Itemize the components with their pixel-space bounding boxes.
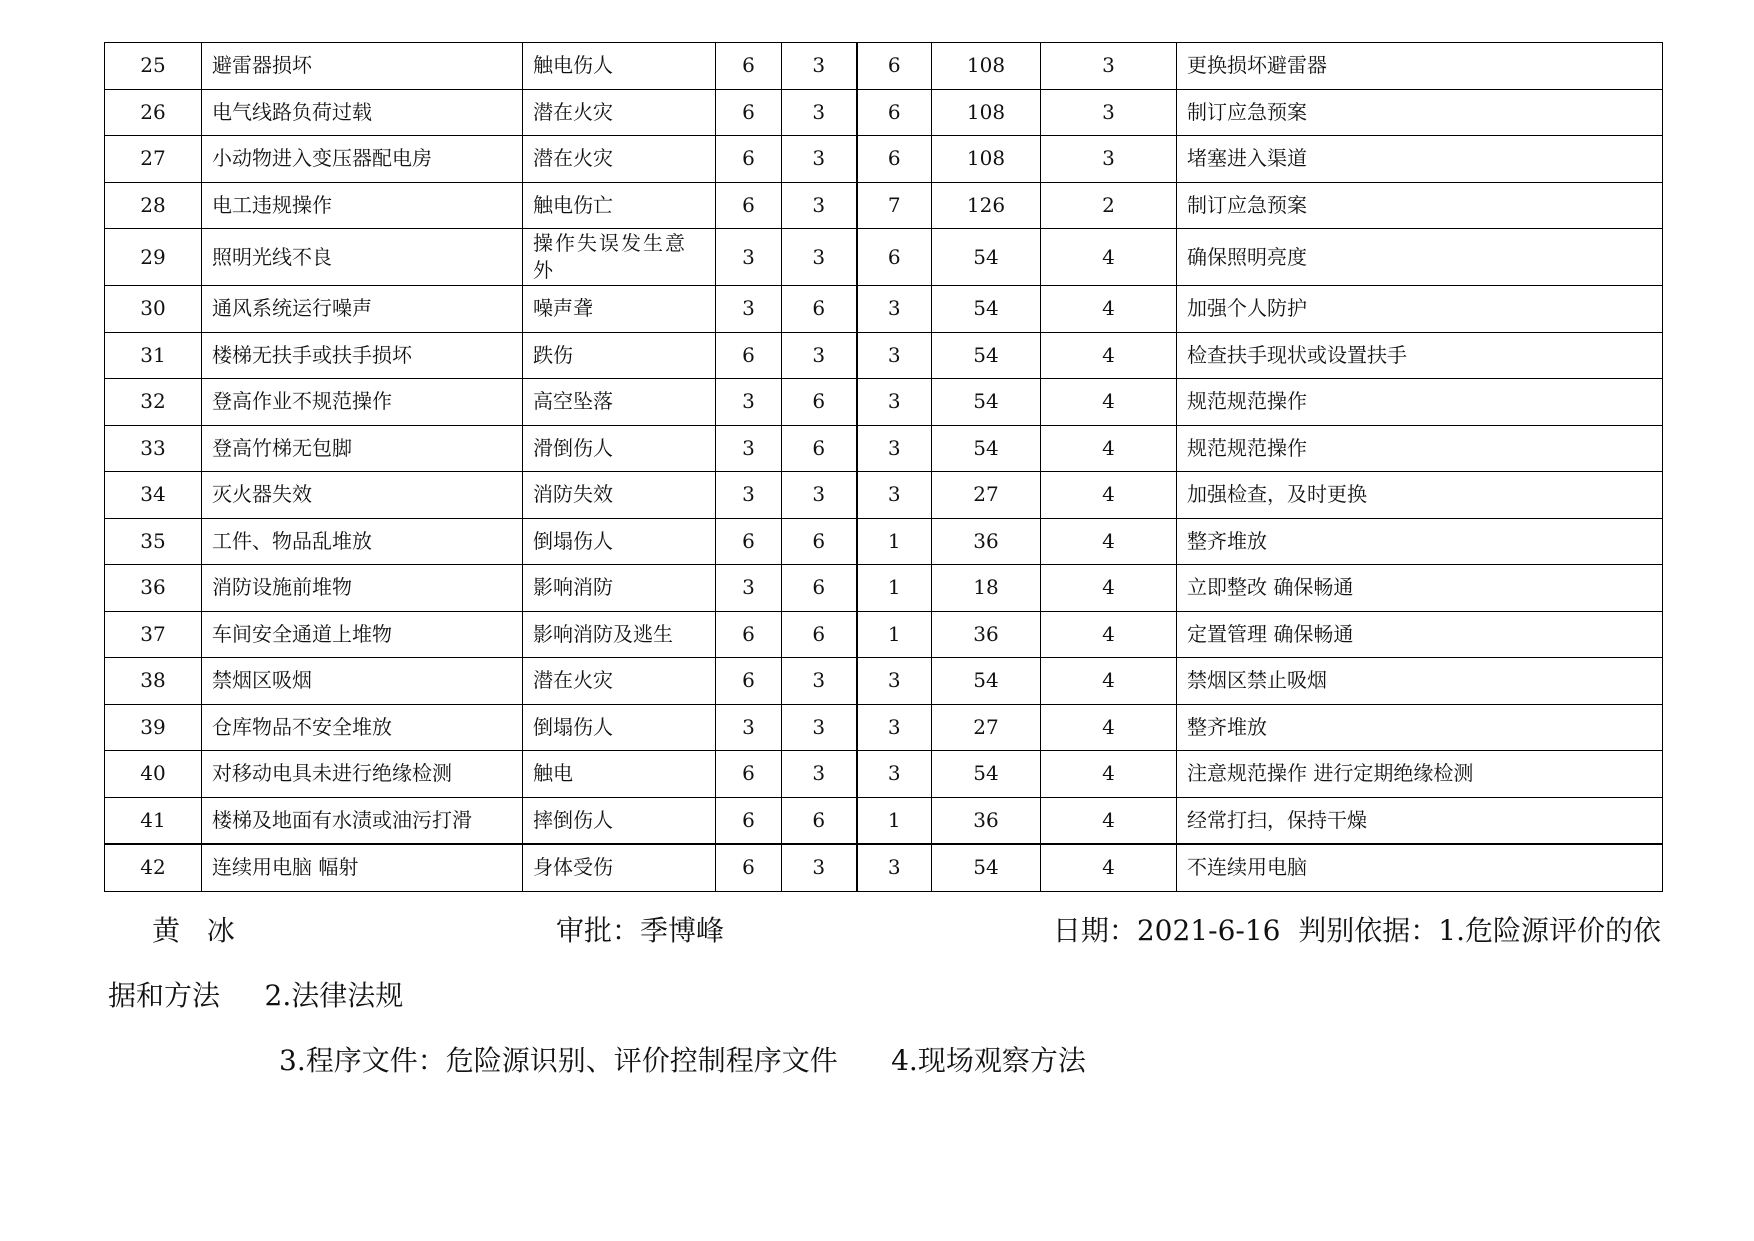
cell-hazard: 登高竹梯无包脚 [202,425,523,472]
cell-risk-grade: 4 [1041,844,1177,891]
basis-line-3: 3.程序文件：危险源识别、评价控制程序文件 4.现场观察方法 [279,1044,1086,1077]
cell-e-value: 6 [782,518,857,565]
cell-control-measure: 堵塞进入渠道 [1177,136,1663,183]
cell-d-value: 36 [932,797,1041,844]
cell-hazard: 禁烟区吸烟 [202,658,523,705]
cell-d-value: 36 [932,611,1041,658]
cell-control-measure: 整齐堆放 [1177,518,1663,565]
cell-consequence: 滑倒伤人 [523,425,716,472]
cell-risk-grade: 4 [1041,518,1177,565]
cell-l-value: 6 [716,182,782,229]
cell-number: 38 [105,658,202,705]
cell-control-measure: 立即整改 确保畅通 [1177,565,1663,612]
cell-e-value: 3 [782,751,857,798]
cell-risk-grade: 3 [1041,136,1177,183]
cell-consequence: 影响消防及逃生 [523,611,716,658]
cell-control-measure: 规范规范操作 [1177,425,1663,472]
cell-l-value: 6 [716,89,782,136]
cell-c-value: 3 [857,379,932,426]
cell-l-value: 6 [716,43,782,90]
cell-d-value: 108 [932,43,1041,90]
cell-control-measure: 不连续用电脑 [1177,844,1663,891]
cell-control-measure: 经常打扫，保持干燥 [1177,797,1663,844]
cell-risk-grade: 4 [1041,658,1177,705]
cell-risk-grade: 3 [1041,43,1177,90]
cell-e-value: 6 [782,425,857,472]
cell-control-measure: 禁烟区禁止吸烟 [1177,658,1663,705]
cell-c-value: 3 [857,658,932,705]
cell-c-value: 3 [857,844,932,891]
cell-hazard: 避雷器损坏 [202,43,523,90]
cell-risk-grade: 4 [1041,797,1177,844]
cell-hazard: 灭火器失效 [202,472,523,519]
cell-number: 34 [105,472,202,519]
basis-line-2: 据和方法 2.法律法规 [108,979,404,1012]
cell-consequence: 潜在火灾 [523,658,716,705]
cell-consequence: 倒塌伤人 [523,518,716,565]
cell-number: 32 [105,379,202,426]
cell-control-measure: 规范规范操作 [1177,379,1663,426]
date-and-basis: 日期：2021-6-16 判别依据：1.危险源评价的依 [1052,914,1661,947]
cell-control-measure: 加强检查，及时更换 [1177,472,1663,519]
cell-risk-grade: 4 [1041,379,1177,426]
cell-l-value: 3 [716,379,782,426]
cell-e-value: 6 [782,379,857,426]
cell-d-value: 54 [932,658,1041,705]
cell-hazard: 电气线路负荷过载 [202,89,523,136]
cell-control-measure: 整齐堆放 [1177,704,1663,751]
cell-number: 31 [105,332,202,379]
cell-c-value: 3 [857,472,932,519]
cell-c-value: 3 [857,751,932,798]
table-row [105,797,1663,844]
cell-risk-grade: 4 [1041,565,1177,612]
cell-c-value: 1 [857,565,932,612]
cell-e-value: 6 [782,565,857,612]
cell-consequence: 摔倒伤人 [523,797,716,844]
cell-l-value: 6 [716,751,782,798]
cell-control-measure: 更换损坏避雷器 [1177,43,1663,90]
cell-consequence: 倒塌伤人 [523,704,716,751]
table-row [105,89,1663,136]
table-row [105,182,1663,229]
cell-e-value: 3 [782,136,857,183]
cell-c-value: 7 [857,182,932,229]
cell-risk-grade: 4 [1041,332,1177,379]
cell-hazard: 楼梯无扶手或扶手损坏 [202,332,523,379]
cell-hazard: 对移动电具未进行绝缘检测 [202,751,523,798]
cell-c-value: 3 [857,332,932,379]
cell-number: 33 [105,425,202,472]
cell-consequence: 噪声聋 [523,286,716,333]
cell-consequence: 触电伤人 [523,43,716,90]
cell-number: 29 [105,229,202,286]
cell-number: 27 [105,136,202,183]
cell-d-value: 108 [932,136,1041,183]
table-body [105,43,1663,892]
cell-d-value: 108 [932,89,1041,136]
cell-l-value: 6 [716,844,782,891]
cell-d-value: 54 [932,751,1041,798]
cell-d-value: 54 [932,286,1041,333]
cell-c-value: 1 [857,797,932,844]
cell-e-value: 3 [782,658,857,705]
cell-control-measure: 检查扶手现状或设置扶手 [1177,332,1663,379]
table-row [105,611,1663,658]
cell-d-value: 54 [932,844,1041,891]
cell-hazard: 车间安全通道上堆物 [202,611,523,658]
cell-hazard: 电工违规操作 [202,182,523,229]
cell-risk-grade: 4 [1041,751,1177,798]
cell-number: 28 [105,182,202,229]
cell-risk-grade: 3 [1041,89,1177,136]
cell-number: 25 [105,43,202,90]
cell-risk-grade: 2 [1041,182,1177,229]
cell-l-value: 6 [716,518,782,565]
cell-e-value: 6 [782,797,857,844]
hazard-evaluation-table [104,42,1663,892]
compiler-name: 黄 冰 [152,914,235,947]
cell-hazard: 连续用电脑 幅射 [202,844,523,891]
cell-d-value: 27 [932,704,1041,751]
cell-c-value: 1 [857,611,932,658]
cell-e-value: 3 [782,89,857,136]
cell-l-value: 3 [716,565,782,612]
cell-d-value: 126 [932,182,1041,229]
cell-consequence: 潜在火灾 [523,89,716,136]
table-row [105,844,1663,891]
cell-c-value: 3 [857,425,932,472]
cell-consequence: 消防失效 [523,472,716,519]
cell-e-value: 3 [782,704,857,751]
cell-l-value: 6 [716,658,782,705]
table-row [105,379,1663,426]
cell-l-value: 3 [716,704,782,751]
table-row [105,286,1663,333]
cell-l-value: 3 [716,286,782,333]
cell-l-value: 6 [716,136,782,183]
cell-e-value: 6 [782,286,857,333]
cell-consequence: 跌伤 [523,332,716,379]
cell-control-measure: 注意规范操作 进行定期绝缘检测 [1177,751,1663,798]
cell-number: 40 [105,751,202,798]
table-row [105,751,1663,798]
cell-control-measure: 加强个人防护 [1177,286,1663,333]
cell-consequence: 高空坠落 [523,379,716,426]
cell-control-measure: 制订应急预案 [1177,182,1663,229]
cell-consequence: 触电 [523,751,716,798]
cell-number: 39 [105,704,202,751]
cell-d-value: 54 [932,425,1041,472]
cell-hazard: 工件、物品乱堆放 [202,518,523,565]
cell-d-value: 27 [932,472,1041,519]
cell-hazard: 仓库物品不安全堆放 [202,704,523,751]
cell-consequence: 触电伤亡 [523,182,716,229]
cell-number: 41 [105,797,202,844]
table-row [105,229,1663,286]
cell-control-measure: 定置管理 确保畅通 [1177,611,1663,658]
cell-c-value: 3 [857,704,932,751]
cell-e-value: 3 [782,182,857,229]
table-row [105,658,1663,705]
cell-consequence: 影响消防 [523,565,716,612]
cell-number: 42 [105,844,202,891]
cell-hazard: 通风系统运行噪声 [202,286,523,333]
table-row [105,136,1663,183]
cell-l-value: 6 [716,797,782,844]
cell-l-value: 6 [716,332,782,379]
cell-number: 37 [105,611,202,658]
cell-hazard: 小动物进入变压器配电房 [202,136,523,183]
cell-number: 36 [105,565,202,612]
cell-control-measure: 制订应急预案 [1177,89,1663,136]
cell-number: 30 [105,286,202,333]
cell-e-value: 6 [782,611,857,658]
cell-e-value: 3 [782,43,857,90]
cell-l-value: 6 [716,611,782,658]
cell-d-value: 54 [932,332,1041,379]
cell-risk-grade: 4 [1041,611,1177,658]
cell-d-value: 54 [932,229,1041,286]
cell-e-value: 3 [782,472,857,519]
cell-risk-grade: 4 [1041,472,1177,519]
cell-d-value: 36 [932,518,1041,565]
approver: 审批：季博峰 [556,914,725,947]
cell-consequence: 潜在火灾 [523,136,716,183]
table-row [105,565,1663,612]
cell-c-value: 6 [857,229,932,286]
table-row [105,425,1663,472]
cell-hazard: 登高作业不规范操作 [202,379,523,426]
cell-risk-grade: 4 [1041,286,1177,333]
cell-d-value: 54 [932,379,1041,426]
table-row [105,518,1663,565]
cell-c-value: 3 [857,286,932,333]
cell-c-value: 6 [857,43,932,90]
cell-hazard: 消防设施前堆物 [202,565,523,612]
cell-d-value: 18 [932,565,1041,612]
cell-hazard: 楼梯及地面有水渍或油污打滑 [202,797,523,844]
cell-e-value: 3 [782,229,857,286]
cell-number: 26 [105,89,202,136]
cell-c-value: 6 [857,89,932,136]
cell-c-value: 6 [857,136,932,183]
cell-c-value: 1 [857,518,932,565]
cell-risk-grade: 4 [1041,704,1177,751]
cell-risk-grade: 4 [1041,425,1177,472]
cell-hazard: 照明光线不良 [202,229,523,286]
cell-e-value: 3 [782,844,857,891]
table-row [105,704,1663,751]
table-row [105,332,1663,379]
cell-consequence: 身体受伤 [523,844,716,891]
cell-l-value: 3 [716,472,782,519]
cell-l-value: 3 [716,229,782,286]
table-row [105,472,1663,519]
cell-risk-grade: 4 [1041,229,1177,286]
cell-consequence: 操作失误发生意外 [523,229,716,286]
cell-l-value: 3 [716,425,782,472]
table-row [105,43,1663,90]
cell-number: 35 [105,518,202,565]
cell-control-measure: 确保照明亮度 [1177,229,1663,286]
cell-e-value: 3 [782,332,857,379]
